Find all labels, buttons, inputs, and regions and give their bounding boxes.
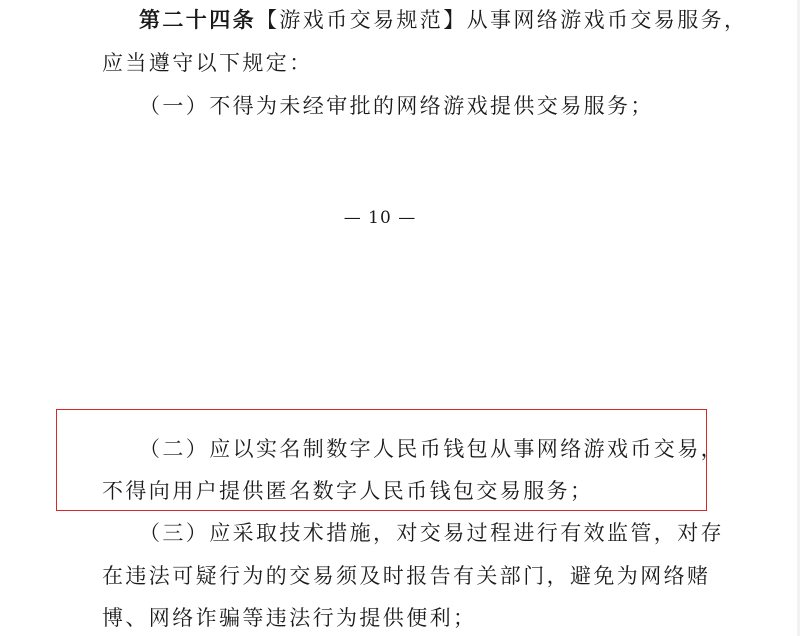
article-intro-line2: 应当遵守以下规定： <box>102 51 313 75</box>
item-3-line2: 在违法可疑行为的交易须及时报告有关部门，避免为网络赌 <box>102 564 711 588</box>
item-2-line2: 不得向用户提供匿名数字人民币钱包交易服务； <box>102 479 594 503</box>
article-heading-line <box>139 9 747 31</box>
article-title: 【游戏币交易规范】 <box>256 8 467 32</box>
article-intro: 从事网络游戏币交易服务， <box>466 8 748 32</box>
item-2-line1: （二）应以实名制数字人民币钱包从事网络游戏币交易， <box>139 437 724 461</box>
article-number: 第二十四条 <box>139 7 256 32</box>
item-3-line1: （三）应采取技术措施，对交易过程进行有效监管，对存 <box>139 521 724 545</box>
item-3-line3: 博、网络诈骗等违法行为提供便利； <box>102 606 477 630</box>
item-1-text: （一）不得为未经审批的网络游戏提供交易服务； <box>139 94 654 118</box>
page-number: — 10 — <box>343 208 417 228</box>
